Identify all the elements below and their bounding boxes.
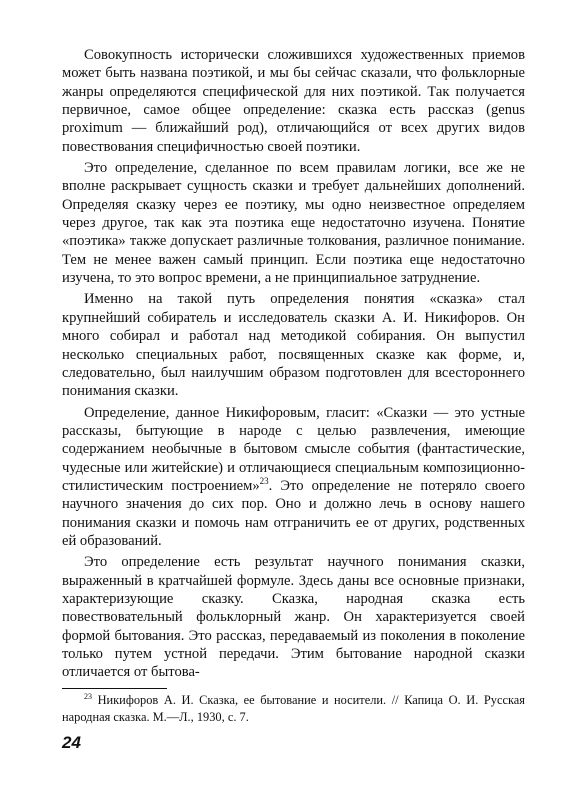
paragraph-1: Совокупность исторически сложившихся художественных приемов может быть названа поэтикой, и мы бы сейчас сказали, что фольклорные жанры определяются специфической для них поэтикой. Так получается первичное, самое общее определение: сказка есть рассказ (genus proximum — ближайший род), отличающийся от всех других видов повествования специфичностью своей поэтики. [62,47,525,155]
footnote-text: Никифоров А. И. Сказка, ее бытование и носители. // Капица О. И. Русская народная сказка. М.—Л., 1930, с. 7. [62,693,525,724]
paragraph-4-quote: Определение, данное Никифоровым, гласит: «Сказки — это устные рассказы, бытующие в народе с целью развлечения, имеющие содержанием необычные в бытовом смысле события (фантастические, чудесные или житейские) и отличающиеся специальным композиционно-стилистическим построением» [62,404,525,494]
footnote-reference: 23 [259,476,269,487]
paragraph-5: Это определение есть результат научного понимания сказки, выраженный в кратчайшей формуле. Здесь даны все основные признаки, характеризующие сказку. Сказка, народная сказка есть повествовательный фольклорный жанр. Он характеризуется своей формой бытования. Это рассказ, передаваемый из поколения в поколение только путем устной передачи. Этим бытование народной сказки отличается от бытова- [62,554,525,681]
paragraph-4-tail: . Это определение не потеряло своего научного значения до сих пор. Оно и должно лечь в основу нашего понимания сказки и помочь нам отграничить ее от других, родственных ей образований. [62,477,525,549]
footnote [62,692,525,726]
page-body [62,46,525,682]
footnote-number: 23 [84,691,92,701]
paragraph-2: Это определение, сделанное по всем правилам логики, все же не вполне раскрывает сущность сказки и требует дальнейших дополнений. Определяя сказку через ее поэтику, мы одно неизвестное определяем через другое, так как эта поэтика еще недостаточно изучена. Понятие «поэтика» также допускает различные толкования, различное понимание. Тем не менее важен самый принцип. Если поэтика еще недостаточно изучена, то это вопрос времени, а не принципиальное затруднение. [62,160,525,287]
page-number: 24 [62,733,81,752]
footnote-divider [62,688,167,689]
paragraph-3: Именно на такой путь определения понятия «сказка» стал крупнейший собиратель и исследователь сказки А. И. Никифоров. Он много собирал и работал над методикой собирания. Он выпустил несколько специальных работ, посвященных сказке как форме, и, следовательно, был наилучшим образом подготовлен для всестороннего понимания сказки. [62,291,525,400]
paragraph-4 [62,404,525,551]
